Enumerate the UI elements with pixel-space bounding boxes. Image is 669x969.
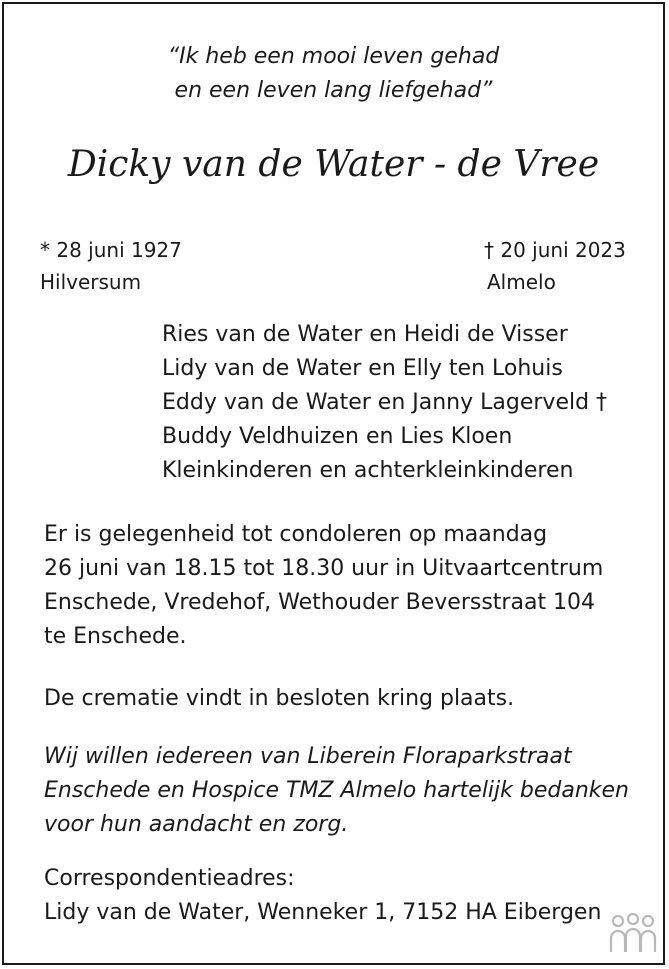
condolence-line: te Enschede. [44, 624, 187, 649]
family-line: Eddy van de Water en Janny Lagerveld † [162, 390, 608, 415]
condolence-line: Er is gelegenheid tot condoleren op maandag [44, 522, 548, 547]
condolence-line: 26 juni van 18.15 tot 18.30 uur in Uitvaartcentrum [44, 556, 604, 581]
people-group-icon [608, 912, 658, 954]
correspondence-label: Correspondentieadres: [44, 866, 295, 891]
motto-line-1: “Ik heb een mooi leven gehad [167, 44, 500, 69]
thanks-line: Wij willen iedereen van Liberein Floraparkstraat [44, 744, 572, 769]
birth-place: Hilversum [40, 270, 142, 294]
thanks-line: Enschede en Hospice TMZ Almelo hartelijk bedanken [44, 778, 629, 803]
motto-line-2: en een leven lang liefgehad” [174, 78, 493, 103]
death-date: † 20 juni 2023 [484, 238, 626, 262]
family-line: Lidy van de Water en Elly ten Lohuis [162, 356, 563, 381]
correspondence-address: Lidy van de Water, Wenneker 1, 7152 HA Eibergen [44, 900, 602, 925]
deceased-name: Dicky van de Water - de Vree [67, 144, 600, 185]
cremation-text: De crematie vindt in besloten kring plaats. [44, 686, 515, 711]
condolence-line: Enschede, Vredehof, Wethouder Beversstraat 104 [44, 590, 596, 615]
family-line: Ries van de Water en Heidi de Visser [162, 322, 568, 347]
thanks-line: voor hun aandacht en zorg. [44, 812, 349, 837]
birth-date: * 28 juni 1927 [40, 238, 182, 262]
death-place: Almelo [487, 270, 556, 294]
family-line: Buddy Veldhuizen en Lies Kloen [162, 424, 513, 449]
family-line: Kleinkinderen en achterkleinkinderen [162, 458, 574, 483]
notice-frame [2, 2, 665, 965]
